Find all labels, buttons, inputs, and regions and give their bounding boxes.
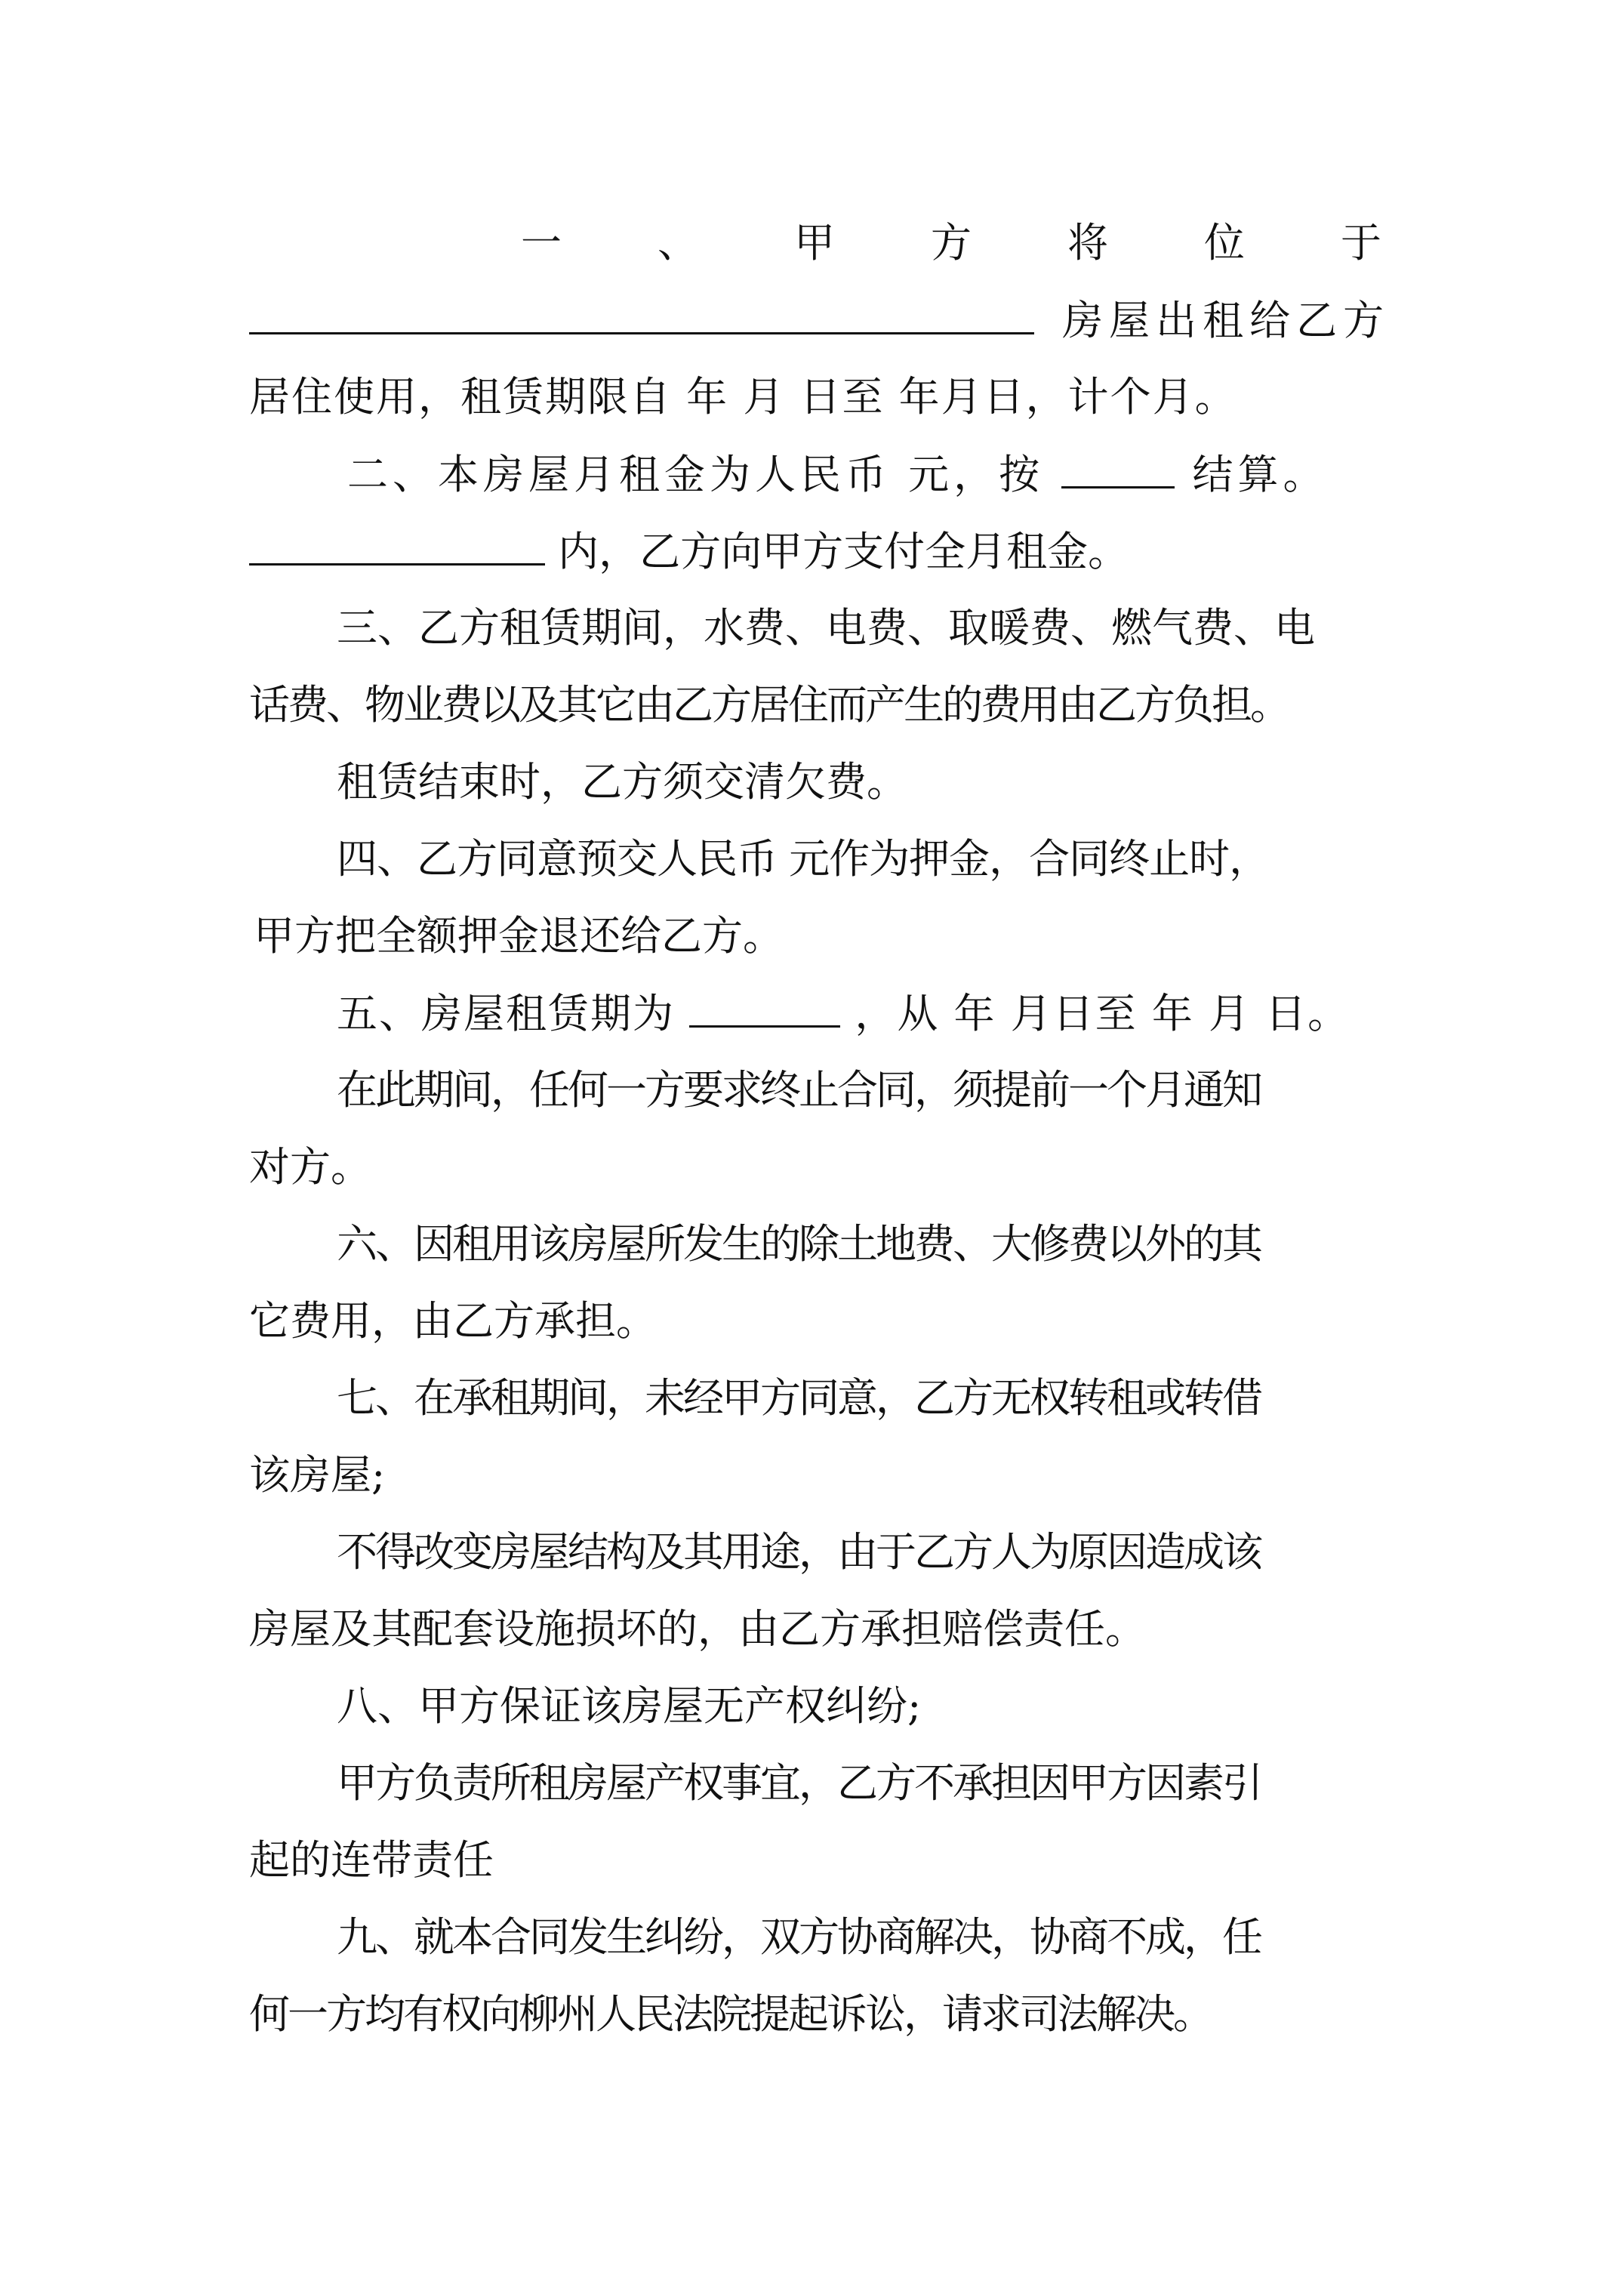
clause-4-line-1: 四、乙方同意预交人民币 元作为押金，合同终止时， — [337, 835, 1270, 883]
clause-2-text-before: 二、本房屋月租金为人民币 元，按 — [347, 451, 1045, 498]
char: 将 — [1067, 219, 1108, 267]
clause-9-line-1: 九、就本合同发生纠纷，双方协商解决，协商不成，任 — [337, 1913, 1261, 1961]
clause-3-line-2: 话费、物业费以及其它由乙方居住而产生的费用由乙方负担。 — [249, 681, 1289, 729]
clause-5-text-after: ，从 年 月日至 年 月 日。 — [855, 990, 1350, 1037]
clause-2-payment-line — [249, 527, 1129, 575]
clause-5-term-line — [337, 989, 1350, 1037]
char: 位 — [1204, 219, 1245, 267]
clause-7-line-2: 该房屋; — [249, 1451, 386, 1499]
clause-1-heading — [521, 219, 1381, 267]
clause-1-text: 房屋出租给乙方 — [1062, 297, 1390, 344]
clause-8-line-3: 起的连带责任 — [249, 1836, 494, 1884]
clause-9-line-2: 何一方均有权向柳州人民法院提起诉讼，请求司法解决。 — [249, 1990, 1212, 2038]
clause-4-line-2: 甲方把全额押金退还给乙方。 — [254, 912, 784, 960]
payment-date-blank — [249, 527, 545, 566]
char: 于 — [1341, 219, 1381, 267]
clause-3-line-1: 三、乙方租赁期间，水费、电费、取暖费、燃气费、电 — [337, 604, 1315, 652]
clause-5-text-before: 五、房屋租赁期为 — [337, 990, 675, 1037]
clause-2-payment-text: 内，乙方向甲方支付全月租金。 — [558, 528, 1129, 575]
clause-8-line-1: 八、甲方保证该房屋无产权纠纷; — [337, 1682, 922, 1730]
clause-8-line-2: 甲方负责所租房屋产权事宜，乙方不承担因甲方因素引 — [337, 1759, 1261, 1807]
clause-6-line-2: 它费用，由乙方承担。 — [249, 1297, 657, 1345]
settlement-blank — [1061, 450, 1175, 488]
clause-1-address-line — [249, 296, 1390, 344]
clause-3-line-3: 租赁结束时，乙方须交清欠费。 — [337, 758, 907, 806]
clause-6-line-1: 六、因租用该房屋所发生的除土地费、大修费以外的其 — [337, 1220, 1261, 1268]
clause-2-text-after: 结算。 — [1192, 451, 1329, 498]
clause-5-line-2: 在此期间，任何一方要求终止合同，须提前一个月通知 — [337, 1066, 1261, 1114]
address-blank — [249, 296, 1034, 334]
clause-1-period: 居住使用，租赁期限自 年 月 日至 年月日，计个月。 — [249, 373, 1237, 421]
clause-7-line-3: 不得改变房屋结构及其用途，由于乙方人为原因造成该 — [337, 1528, 1261, 1576]
clause-5-line-3: 对方。 — [249, 1143, 371, 1191]
clause-7-line-1: 七、在承租期间，未经甲方同意，乙方无权转租或转借 — [337, 1374, 1261, 1422]
clause-7-line-4: 房屋及其配套设施损坏的，由乙方承担赔偿责任。 — [249, 1605, 1146, 1653]
clause-2-rent-line — [347, 450, 1329, 498]
char: 、 — [658, 219, 698, 267]
term-blank — [689, 989, 840, 1028]
char: 方 — [931, 219, 972, 267]
char: 甲 — [794, 219, 835, 267]
char: 一 — [521, 219, 562, 267]
